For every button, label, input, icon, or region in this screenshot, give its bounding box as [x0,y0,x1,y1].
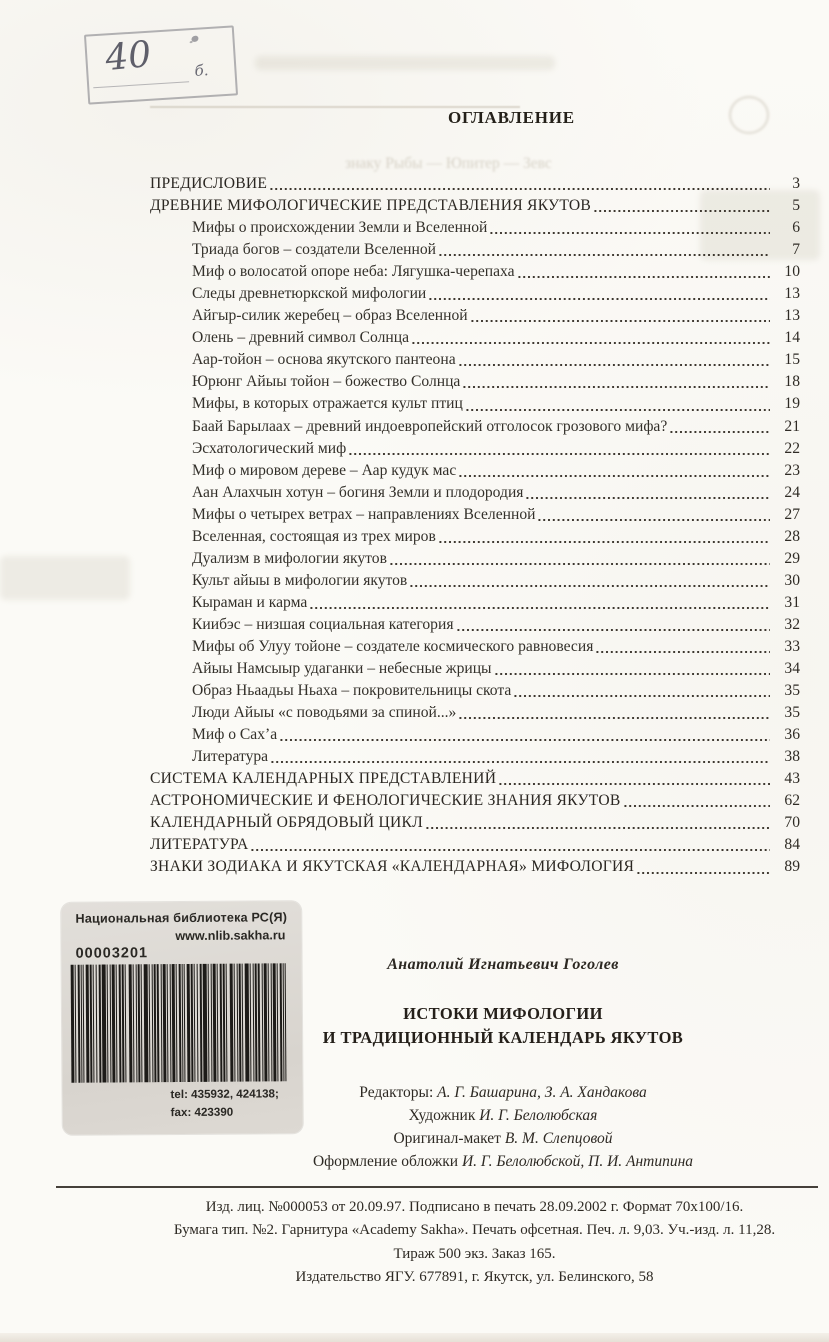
toc-entry-label: Аан Алахчын хотун – богиня Земли и плодородия [192,483,524,501]
toc-entry-label: ДРЕВНИЕ МИФОЛОГИЧЕСКИЕ ПРЕДСТАВЛЕНИЯ ЯКУТОВ [150,197,592,215]
toc-entry-label: Триада богов – создатели Вселенной [192,241,437,259]
library-url: www.nlib.sakha.ru [175,928,286,944]
toc-entry-page: 14 [784,329,800,347]
credit-role: Оформление обложки [312,1153,459,1170]
toc-entry-label: Баай Барылаах – древний индоевропейский отголосок грозового мифа? [192,417,668,435]
toc-entry-page: 3 [792,175,800,192]
dot-leader [537,504,770,526]
bleedthrough-smudge-top [250,54,254,72]
bleedthrough-smudge [255,56,555,70]
toc-entry [150,349,800,371]
toc-entry-page: 29 [784,549,800,567]
dot-leader [309,592,770,614]
dot-leader [270,746,770,768]
dot-leader [623,790,770,812]
dot-leader [465,393,770,415]
toc-entry-page: 21 [784,417,800,435]
toc-entry-label: ЛИТЕРАТУРА [150,836,249,854]
toc-entry [150,482,800,504]
imprint-block [60,1196,829,1290]
library-pencil-stamp [84,25,238,104]
book-title [188,1002,818,1050]
book-title-line1: ИСТОКИ МИФОЛОГИИ [403,1004,603,1023]
toc-entry-page: 24 [784,483,800,501]
toc-entry-label: Миф о волосатой опоре неба: Лягушка-черепаха [192,263,515,281]
toc-entry [150,812,800,834]
toc-entry-page: 22 [784,439,800,457]
toc-entry [150,283,800,305]
toc-entry-page: 38 [784,748,800,766]
toc-entry-page: 35 [784,704,800,722]
dot-leader [438,526,770,548]
toc-entry [150,834,800,856]
toc-entry [150,460,800,482]
toc-entry-page: 43 [784,770,800,788]
toc-entry-label: Мифы о четырех ветрах – направлениях Вселенной [192,505,536,523]
table-of-contents [150,173,800,879]
credit-line [188,1150,818,1173]
toc-entry-label: Кыраман и карма [192,593,308,611]
toc-entry-label: Люди Айыы «с поводьями за спиной...» [192,704,457,722]
bleedthrough-smudge-left [0,556,130,600]
toc-entry-label: Мифы, в которых отражается культ птиц [192,395,463,413]
toc-entry-label: Вселенная, состоящая из трех миров [192,527,436,545]
toc-entry-label: ЗНАКИ ЗОДИАКА И ЯКУТСКАЯ «КАЛЕНДАРНАЯ» МИФОЛОГИЯ [150,858,635,876]
credit-line [188,1127,818,1150]
toc-entry-page: 19 [784,395,800,413]
toc-entry [150,702,800,724]
toc-entry [150,680,800,702]
toc-entry [150,305,800,327]
toc-entry-page: 35 [784,682,800,700]
toc-entry-page: 7 [792,241,800,259]
round-stamp-ghost [729,96,769,134]
toc-entry [150,790,800,812]
dot-leader [513,680,770,702]
toc-entry [150,570,800,592]
dot-leader [411,327,770,349]
toc-entry-label: Киибэс – низшая социальная категория [192,615,454,633]
toc-entry-page: 5 [792,197,800,215]
toc-entry-page: 36 [784,726,800,744]
dot-leader [438,239,770,261]
toc-entry-page: 84 [784,836,800,854]
toc-entry [150,416,800,438]
toc-entry-label: Следы древнетюркской мифологии [192,285,427,303]
toc-entry [150,746,800,768]
dot-leader [525,482,770,504]
toc-entry-page: 10 [784,263,800,281]
dot-leader [498,768,770,790]
toc-entry-label: Юрюнг Айыы тойон – божество Солнца [192,373,461,391]
imprint-line3: Тираж 500 экз. Заказ 165. [393,1245,556,1262]
credit-role: Редакторы: [359,1084,434,1101]
inventory-number: 00003201 [75,945,149,962]
toc-entry [150,195,800,217]
toc-entry-page: 89 [784,858,800,876]
toc-entry [150,504,800,526]
stamp-number: 40 [103,33,154,80]
dot-leader [669,416,770,438]
toc-entry [150,658,800,680]
toc-entry [150,438,800,460]
toc-entry [150,393,800,415]
toc-entry-page: 27 [784,505,800,523]
toc-entry-page: 15 [784,351,800,369]
dot-leader [458,702,770,724]
toc-entry-label: Образ Ньаадьы Ньаха – покровительницы скота [192,682,512,700]
toc-entry-page: 32 [784,615,800,633]
dot-leader [269,173,770,195]
toc-entry-label: КАЛЕНДАРНЫЙ ОБРЯДОВЫЙ ЦИКЛ [150,814,423,832]
toc-entry [150,371,800,393]
toc-entry [150,614,800,636]
toc-entry-label: Аар-тойон – основа якутского пантеона [192,351,456,369]
toc-entry-label: СИСТЕМА КАЛЕНДАРНЫХ ПРЕДСТАВЛЕНИЙ [150,770,497,788]
toc-entry-page: 18 [784,373,800,391]
credit-names: А. Г. Башарина, З. А. Хандакова [437,1084,647,1101]
toc-entry [150,261,800,283]
toc-entry [150,173,800,195]
stamp-divider-line [93,81,189,88]
credit-names: И. Г. Белолюбской, П. И. Антипина [461,1153,694,1170]
credit-names: В. М. Слепцовой [504,1130,613,1147]
toc-entry-label: Дуализм в мифологии якутов [192,549,387,567]
bleedthrough-text: знаку Рыбы — Юпитер — Зевс [345,155,552,172]
toc-entry [150,856,800,878]
toc-entry-page: 6 [792,219,800,237]
toc-entry-label: Миф о Сах’а [192,726,278,744]
toc-entry [150,548,800,570]
stamp-note: б. [193,61,209,80]
toc-entry [150,724,800,746]
dot-leader [458,349,770,371]
toc-entry-page: 31 [784,593,800,611]
imprint-line2: Бумага тип. №2. Гарнитура «Academy Sakha». Печать офсетная. Печ. л. 9,03. Уч.-изд. л. 11,28. [173,1222,776,1239]
dot-leader [279,724,770,746]
dot-leader [494,658,770,680]
pencil-mark [191,36,198,42]
toc-entry-page: 23 [784,461,800,479]
toc-entry-page: 13 [784,307,800,325]
credit-line [188,1081,818,1104]
page-title: ОГЛАВЛЕНИЕ [448,108,575,127]
scan-edge-strip [0,1333,829,1342]
dot-leader [425,812,770,834]
dot-leader [593,195,770,217]
book-author: Анатолий Игнатьевич Гоголев [387,956,619,973]
toc-entry [150,239,800,261]
dot-leader [458,460,770,482]
toc-entry-page: 70 [784,814,800,832]
toc-entry [150,327,800,349]
toc-entry-label: Литература [192,748,269,766]
toc-entry-page: 33 [784,637,800,655]
toc-entry [150,592,800,614]
dot-leader [636,856,770,878]
credit-names: И. Г. Белолюбская [479,1107,598,1124]
library-name: Национальная библиотека РС(Я) [75,910,288,926]
imprint-line4: Издательство ЯГУ. 677891, г. Якутск, ул. Белинского, 58 [295,1269,654,1286]
toc-entry-label: Айыы Намсыыр удаганки – небесные жрицы [192,660,492,678]
toc-entry [150,217,800,239]
dot-leader [250,834,770,856]
dot-leader [470,305,770,327]
toc-entry-label: Мифы об Улуу тойоне – создателе космического равновесия [192,637,594,655]
toc-entry-label: Эсхатологический миф [192,439,347,457]
toc-entry [150,768,800,790]
toc-entry-page: 13 [784,285,800,303]
toc-entry [150,636,800,658]
credit-line [188,1104,818,1127]
dot-leader [517,261,770,283]
dot-leader [389,548,770,570]
toc-entry-label: Олень – древний символ Солнца [192,329,410,347]
toc-entry-label: Миф о мировом дереве – Аар кудук мас [192,461,457,479]
dot-leader [409,570,770,592]
dot-leader [428,283,770,305]
dot-leader [348,438,770,460]
library-fax: fax: 423390 [170,1105,234,1120]
toc-entry [150,526,800,548]
toc-entry-label: ПРЕДИСЛОВИЕ [150,175,268,192]
credit-role: Художник [408,1107,476,1124]
toc-entry-label: Культ айыы в мифологии якутов [192,571,408,589]
book-title-line2: И ТРАДИЦИОННЫЙ КАЛЕНДАРЬ ЯКУТОВ [322,1028,684,1047]
imprint-divider [56,1186,818,1188]
dot-leader [462,371,770,393]
credits-block [188,1081,818,1173]
dot-leader [489,217,770,239]
toc-entry-label: Айгыр-силик жеребец – образ Вселенной [192,307,468,325]
toc-entry-label: Мифы о происхождении Земли и Вселенной [192,219,488,237]
toc-entry-page: 28 [784,527,800,545]
toc-entry-page: 62 [784,792,800,810]
dot-leader [595,636,770,658]
credit-role: Оригинал-макет [393,1130,501,1147]
library-tel: tel: 435932, 424138; [170,1087,279,1102]
toc-entry-page: 30 [784,571,800,589]
dot-leader [456,614,771,636]
toc-entry-page: 34 [784,660,800,678]
imprint-line1: Изд. лиц. №000053 от 20.09.97. Подписано в печать 28.09.2002 г. Формат 70x100/16. [205,1199,744,1215]
toc-entry-label: АСТРОНОМИЧЕСКИЕ И ФЕНОЛОГИЧЕСКИЕ ЗНАНИЯ ЯКУТОВ [150,792,621,810]
